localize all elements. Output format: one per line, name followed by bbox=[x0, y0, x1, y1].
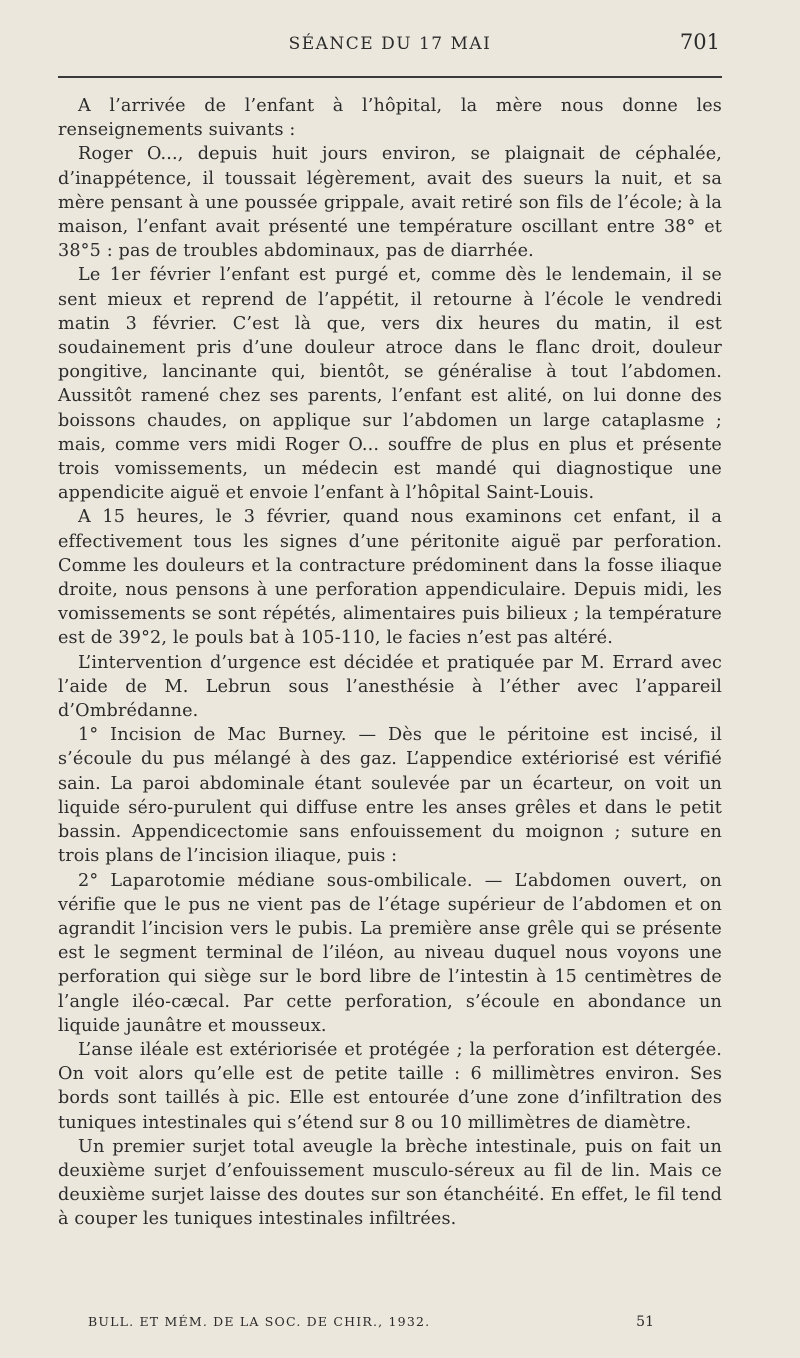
paragraph: Roger O..., depuis huit jours environ, se plaignait de céphalée, d’inappétence, il toussait légèrement, avait des sueurs la nuit, et sa mère pensant à une poussée grippale, avait retiré son fils de l’école; à la maison, l’enfant avait présenté une température oscillant entre 38° et 38°5 : pas de troubles abdominaux, pas de diarrhée. bbox=[58, 144, 722, 262]
running-head bbox=[58, 30, 722, 64]
journal-citation: BULL. ET MÉM. DE LA SOC. DE CHIR., 1932. bbox=[88, 1314, 431, 1329]
paragraph: 1° Incision de Mac Burney. — Dès que le péritoine est incisé, il s’écoule du pus mélangé à des gaz. L’appendice extériorisé est vérifié sain. La paroi abdominale étant soulevée par un écarteur, on voit un liquide séro-purulent qui diffuse entre les anses grêles et dans le petit bassin. Appendicectomie sans enfouissement du moignon ; suture en trois plans de l’incision iliaque, puis : bbox=[58, 725, 722, 867]
paragraph: A l’arrivée de l’enfant à l’hôpital, la mère nous donne les renseignements suivants : bbox=[58, 96, 722, 141]
paragraph: Un premier surjet total aveugle la brèche intestinale, puis on fait un deuxième surjet d’enfouissement musculo-séreux au fil de lin. Mais ce deuxième surjet laisse des doutes sur son étanchéité. En effet, le fil tend à couper les tuniques intestinales infiltrées. bbox=[58, 1136, 722, 1230]
page-footer bbox=[88, 1314, 654, 1338]
paragraph: A 15 heures, le 3 février, quand nous examinons cet enfant, il a effectivement tous les signes d’une péritonite aiguë par perforation. Comme les douleurs et la contracture prédominent dans la fosse iliaque droite, nous pensons à une perforation appendiculaire. Depuis midi, les vomissements se sont répétés, alimentaires puis bilieux ; la température est de 39°2, le pouls bat à 105-110, le facies n’est pas altéré. bbox=[58, 507, 722, 649]
article-body bbox=[58, 94, 722, 1232]
paragraph: 2° Laparotomie médiane sous-ombilicale. — L’abdomen ouvert, on vérifie que le pus ne vient pas de l’étage supérieur de l’abdomen et on agrandit l’incision vers le pubis. La première anse grêle qui se présente est le segment terminal de l’iléon, au niveau duquel nous voyons une perforation qui siège sur le bord libre de l’intestin à 15 centimètres de l’angle iléo-cæcal. Par cette perforation, s’écoule en abondance un liquide jaunâtre et mousseux. bbox=[58, 870, 722, 1036]
paragraph: L’anse iléale est extériorisée et protégée ; la perforation est détergée. On voit alors qu’elle est de petite taille : 6 millimètres environ. Ses bords sont taillés à pic. Elle est entourée d’une zone d’infiltration des tuniques intestinales qui s’étend sur 8 ou 10 millimètres de diamètre. bbox=[58, 1039, 722, 1133]
paragraph: L’intervention d’urgence est décidée et pratiquée par M. Errard avec l’aide de M. Lebrun sous l’anesthésie à l’éther avec l’appareil d’Ombrédanne. bbox=[58, 652, 722, 722]
page-number: 701 bbox=[679, 30, 720, 54]
paragraph: Le 1er février l’enfant est purgé et, comme dès le lendemain, il se sent mieux et reprend de l’appétit, il retourne à l’école le vendredi matin 3 février. C’est là que, vers dix heures du matin, il est soudainement pris d’une douleur atroce dans le flanc droit, douleur pongitive, lancinante qui, bientôt, se généralise à tout l’abdomen. Aussitôt ramené chez ses parents, l’enfant est alité, on lui donne des boissons chaudes, on applique sur l’abdomen un large cataplasme ; mais, comme vers midi Roger O... souffre de plus en plus et présente trois vomissements, un médecin est mandé qui diagnostique une appendicite aiguë et envoie l’enfant à l’hôpital Saint-Louis. bbox=[58, 265, 722, 504]
header-rule bbox=[58, 76, 722, 78]
signature-mark: 51 bbox=[636, 1314, 654, 1330]
running-title: SÉANCE DU 17 MAI bbox=[288, 34, 492, 54]
